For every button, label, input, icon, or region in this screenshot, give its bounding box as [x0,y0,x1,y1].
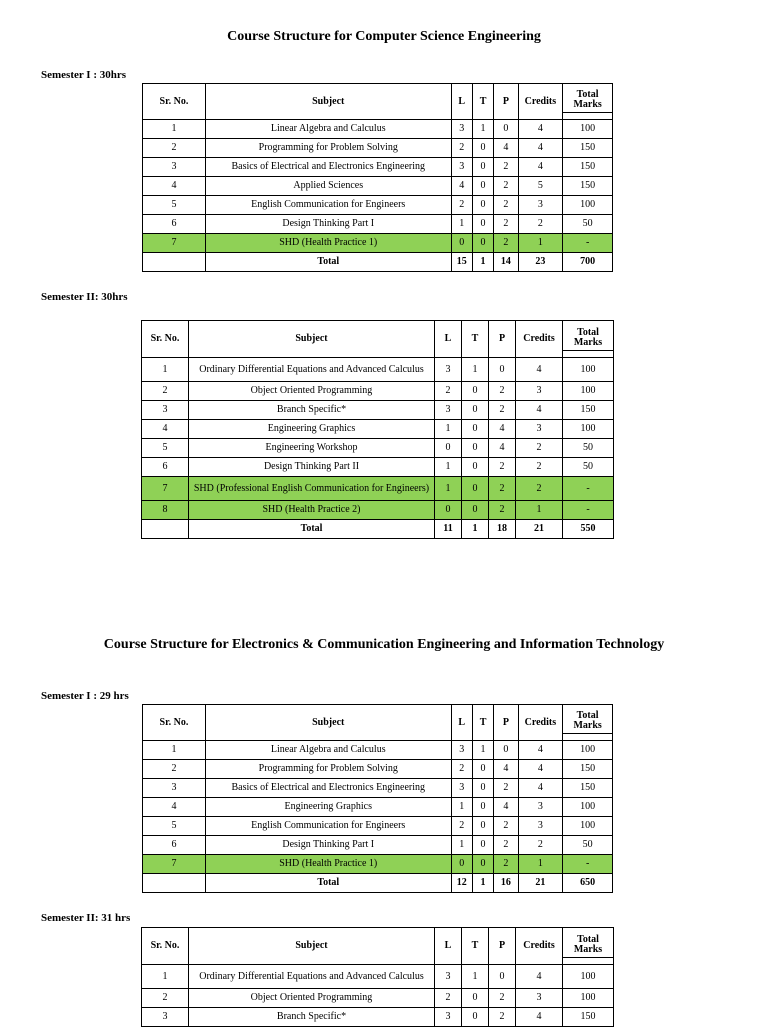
cell-marks: - [563,501,614,520]
cell-credits: 1 [518,855,563,874]
cell-sr: 4 [142,420,189,439]
total-label: Total [205,253,451,272]
cell-credits: 4 [516,401,563,420]
cell-t: 1 [472,741,493,760]
cell-subject: Engineering Graphics [189,420,435,439]
header-l: L [435,928,462,965]
cell-subject: Basics of Electrical and Electronics Engineering [205,779,451,798]
total-blank-cell [143,874,206,893]
cell-sr: 6 [142,458,189,477]
total-marks: 700 [563,253,613,272]
cell-sr: 7 [143,234,206,253]
total-credits: 21 [518,874,563,893]
cell-p: 2 [494,177,518,196]
cell-marks: 100 [563,358,614,382]
cell-t: 0 [462,458,489,477]
table-row [143,196,613,215]
cell-l: 2 [451,139,472,158]
cell-t: 0 [472,177,493,196]
ece-sem2-label: Semester II: 31 hrs [41,912,131,924]
cell-l: 3 [435,965,462,989]
cell-sr: 5 [143,196,206,215]
cell-l: 1 [451,798,472,817]
cell-sr: 6 [143,836,206,855]
cell-marks: 100 [563,420,614,439]
cell-t: 0 [462,382,489,401]
table-row [143,817,613,836]
cell-t: 0 [472,196,493,215]
cell-p: 2 [489,1008,516,1027]
table-row [143,779,613,798]
cell-marks: 100 [563,120,613,139]
cell-t: 0 [472,855,493,874]
cell-l: 3 [451,779,472,798]
cell-l: 0 [451,855,472,874]
cell-l: 3 [435,358,462,382]
cell-p: 2 [489,501,516,520]
ece-sem1-table [142,704,613,893]
cell-credits: 3 [516,989,563,1008]
table-row [142,989,614,1008]
cell-marks: 100 [563,741,613,760]
cell-credits: 4 [518,120,563,139]
cell-marks: 100 [563,817,613,836]
cell-sr: 4 [143,177,206,196]
cell-subject: Ordinary Differential Equations and Advanced Calculus [189,965,435,989]
header-credits: Credits [518,84,563,120]
total-row [143,874,613,893]
cell-credits: 4 [518,158,563,177]
cell-sr: 2 [143,139,206,158]
table-row [142,458,614,477]
cell-subject: Programming for Problem Solving [205,760,451,779]
cell-credits: 2 [516,439,563,458]
cell-p: 2 [494,215,518,234]
cell-marks: 100 [563,382,614,401]
cse-sem2-label: Semester II: 30hrs [41,291,128,303]
cell-p: 4 [494,798,518,817]
table-row [143,836,613,855]
total-label: Total [189,520,435,539]
header-t: T [462,928,489,965]
table-header-row [142,928,614,965]
cell-p: 0 [494,120,518,139]
cell-marks: 50 [563,836,613,855]
table-row [143,234,613,253]
cell-marks: 150 [563,760,613,779]
cell-t: 0 [462,989,489,1008]
cell-p: 2 [489,989,516,1008]
cell-subject: Engineering Workshop [189,439,435,458]
table-row [142,401,614,420]
header-total-marks [563,84,613,120]
cell-subject: Ordinary Differential Equations and Advanced Calculus [189,358,435,382]
cell-credits: 5 [518,177,563,196]
total-row [143,253,613,272]
cell-l: 2 [451,760,472,779]
total-t: 1 [462,520,489,539]
cell-p: 0 [494,741,518,760]
header-p: P [494,84,518,120]
cell-subject: English Communication for Engineers [205,196,451,215]
cell-p: 2 [494,817,518,836]
cell-l: 0 [435,501,462,520]
cell-l: 4 [451,177,472,196]
cell-sr: 3 [142,1008,189,1027]
total-credits: 23 [518,253,563,272]
cell-subject: Applied Sciences [205,177,451,196]
cell-marks: 150 [563,1008,614,1027]
cell-l: 3 [451,120,472,139]
cell-credits: 4 [516,358,563,382]
header-total-marks [563,321,614,358]
header-total-marks [563,705,613,741]
cell-subject: Branch Specific* [189,1008,435,1027]
cell-t: 0 [472,798,493,817]
cell-p: 4 [494,760,518,779]
cell-sr: 3 [143,158,206,177]
cell-marks: 150 [563,779,613,798]
cell-p: 0 [489,965,516,989]
cell-p: 0 [489,358,516,382]
cell-p: 2 [489,401,516,420]
header-sr: Sr. No. [143,705,206,741]
cell-sr: 7 [142,477,189,501]
header-sr: Sr. No. [142,928,189,965]
cell-credits: 3 [518,196,563,215]
cell-credits: 2 [518,215,563,234]
header-l: L [435,321,462,358]
cell-marks: 50 [563,439,614,458]
cell-marks: 150 [563,177,613,196]
header-total-marks-line2: Marks [573,943,603,955]
cell-marks: 50 [563,458,614,477]
header-p: P [494,705,518,741]
table-row [143,158,613,177]
cell-marks: 50 [563,215,613,234]
cell-marks: 150 [563,401,614,420]
cell-p: 2 [494,836,518,855]
cell-sr: 1 [143,120,206,139]
total-t: 1 [472,253,493,272]
cell-p: 2 [489,458,516,477]
cell-credits: 4 [516,965,563,989]
header-total-marks-line2: Marks [573,99,602,110]
cell-p: 2 [489,477,516,501]
table-row [142,382,614,401]
total-marks: 550 [563,520,614,539]
ece-sem1-label: Semester I : 29 hrs [41,690,129,702]
cell-l: 1 [451,215,472,234]
header-total-marks-line1: Total [577,326,599,338]
cell-l: 3 [451,741,472,760]
table-row [143,741,613,760]
cell-subject: Programming for Problem Solving [205,139,451,158]
table-row [143,798,613,817]
cell-t: 0 [462,401,489,420]
cell-t: 0 [472,760,493,779]
table-row [142,439,614,458]
total-marks: 650 [563,874,613,893]
cell-subject: SHD (Health Practice 1) [205,855,451,874]
table-header-row [142,321,614,358]
table-row [142,965,614,989]
cell-l: 1 [435,420,462,439]
cell-subject: Object Oriented Programming [189,989,435,1008]
cell-subject: Basics of Electrical and Electronics Engineering [205,158,451,177]
table-header-row [143,84,613,120]
cse-title: Course Structure for Computer Science Engineering [227,29,541,44]
table-row [142,477,614,501]
cell-l: 2 [451,817,472,836]
total-blank-cell [142,520,189,539]
cell-p: 4 [494,139,518,158]
cell-credits: 1 [518,234,563,253]
cell-sr: 3 [142,401,189,420]
cell-t: 0 [462,439,489,458]
header-sr: Sr. No. [143,84,206,120]
cell-p: 4 [489,439,516,458]
cell-sr: 2 [143,760,206,779]
cell-t: 0 [472,817,493,836]
total-t: 1 [472,874,493,893]
cell-t: 1 [462,965,489,989]
table-row [142,358,614,382]
cse-sem2-table [141,320,614,539]
header-sr: Sr. No. [142,321,189,358]
cell-l: 2 [435,989,462,1008]
cell-subject: English Communication for Engineers [205,817,451,836]
cell-marks: 100 [563,989,614,1008]
cell-l: 3 [435,401,462,420]
table-row [142,420,614,439]
table-header-row [143,705,613,741]
ece-sem2-table [141,927,614,1027]
header-p: P [489,928,516,965]
cell-t: 0 [472,836,493,855]
cell-credits: 3 [518,817,563,836]
header-t: T [462,321,489,358]
cell-p: 2 [489,382,516,401]
header-total-marks-line1: Total [576,710,599,721]
cell-credits: 4 [518,760,563,779]
header-subject: Subject [189,928,435,965]
cell-marks: 150 [563,139,613,158]
cell-t: 0 [472,779,493,798]
total-label: Total [205,874,451,893]
cell-credits: 4 [518,741,563,760]
total-credits: 21 [516,520,563,539]
cell-t: 0 [462,420,489,439]
cell-t: 0 [462,477,489,501]
header-subject: Subject [205,705,451,741]
cell-sr: 2 [142,382,189,401]
total-l: 11 [435,520,462,539]
cell-subject: SHD (Health Practice 1) [205,234,451,253]
cell-p: 2 [494,158,518,177]
cell-marks: 100 [563,196,613,215]
cell-l: 2 [451,196,472,215]
header-t: T [472,84,493,120]
cell-credits: 4 [518,139,563,158]
cell-p: 2 [494,855,518,874]
cell-marks: - [563,477,614,501]
header-credits: Credits [516,321,563,358]
header-total-marks [563,928,614,965]
cell-t: 0 [462,1008,489,1027]
cell-subject: SHD (Professional English Communication for Engineers) [189,477,435,501]
cell-subject: Design Thinking Part I [205,215,451,234]
cell-t: 0 [472,215,493,234]
cell-subject: Linear Algebra and Calculus [205,120,451,139]
cell-sr: 7 [143,855,206,874]
cell-t: 0 [472,139,493,158]
cell-credits: 3 [516,382,563,401]
cell-subject: Engineering Graphics [205,798,451,817]
cell-l: 3 [451,158,472,177]
cell-p: 2 [494,779,518,798]
total-p: 16 [494,874,518,893]
total-row [142,520,614,539]
cell-subject: Object Oriented Programming [189,382,435,401]
header-t: T [472,705,493,741]
total-blank-cell [143,253,206,272]
ece-title: Course Structure for Electronics & Communication Engineering and Information Technology [103,637,665,652]
cell-subject: Branch Specific* [189,401,435,420]
cell-credits: 3 [518,798,563,817]
cell-credits: 2 [518,836,563,855]
cell-t: 0 [462,501,489,520]
cse-sem1-label: Semester I : 30hrs [41,69,127,81]
cell-sr: 2 [142,989,189,1008]
cell-credits: 3 [516,420,563,439]
table-row [142,501,614,520]
table-row [143,177,613,196]
cell-marks: 150 [563,158,613,177]
header-subject: Subject [205,84,451,120]
total-p: 18 [489,520,516,539]
cell-credits: 4 [518,779,563,798]
table-row [143,120,613,139]
cell-l: 3 [435,1008,462,1027]
cell-sr: 5 [142,439,189,458]
header-credits: Credits [518,705,563,741]
cell-l: 1 [435,458,462,477]
cse-sem1-table [142,83,613,272]
header-p: P [489,321,516,358]
total-l: 15 [451,253,472,272]
cell-t: 1 [462,358,489,382]
cell-p: 2 [494,196,518,215]
cell-subject: Linear Algebra and Calculus [205,741,451,760]
cell-t: 1 [472,120,493,139]
header-subject: Subject [189,321,435,358]
cell-l: 2 [435,382,462,401]
cell-marks: 100 [563,798,613,817]
cell-marks: - [563,234,613,253]
header-l: L [451,705,472,741]
total-p: 14 [494,253,518,272]
cell-sr: 3 [143,779,206,798]
header-total-marks-line1: Total [577,933,599,945]
cell-p: 4 [489,420,516,439]
cell-sr: 6 [143,215,206,234]
cell-credits: 4 [516,1008,563,1027]
cell-sr: 5 [143,817,206,836]
header-total-marks-line1: Total [576,89,599,100]
cell-sr: 8 [142,501,189,520]
table-row [143,760,613,779]
cell-subject: SHD (Health Practice 2) [189,501,435,520]
total-l: 12 [451,874,472,893]
cell-t: 0 [472,158,493,177]
cell-credits: 2 [516,458,563,477]
cell-p: 2 [494,234,518,253]
header-credits: Credits [516,928,563,965]
header-l: L [451,84,472,120]
cell-sr: 1 [143,741,206,760]
cell-credits: 1 [516,501,563,520]
cell-sr: 1 [142,965,189,989]
header-total-marks-line2: Marks [573,336,603,348]
header-total-marks-line2: Marks [573,720,602,731]
table-row [143,139,613,158]
cell-marks: - [563,855,613,874]
cell-sr: 1 [142,358,189,382]
table-row [143,855,613,874]
cell-l: 0 [435,439,462,458]
table-row [143,215,613,234]
cell-t: 0 [472,234,493,253]
cell-l: 1 [451,836,472,855]
cell-subject: Design Thinking Part I [205,836,451,855]
cell-subject: Design Thinking Part II [189,458,435,477]
cell-marks: 100 [563,965,614,989]
cell-l: 0 [451,234,472,253]
cell-l: 1 [435,477,462,501]
cell-credits: 2 [516,477,563,501]
cell-sr: 4 [143,798,206,817]
